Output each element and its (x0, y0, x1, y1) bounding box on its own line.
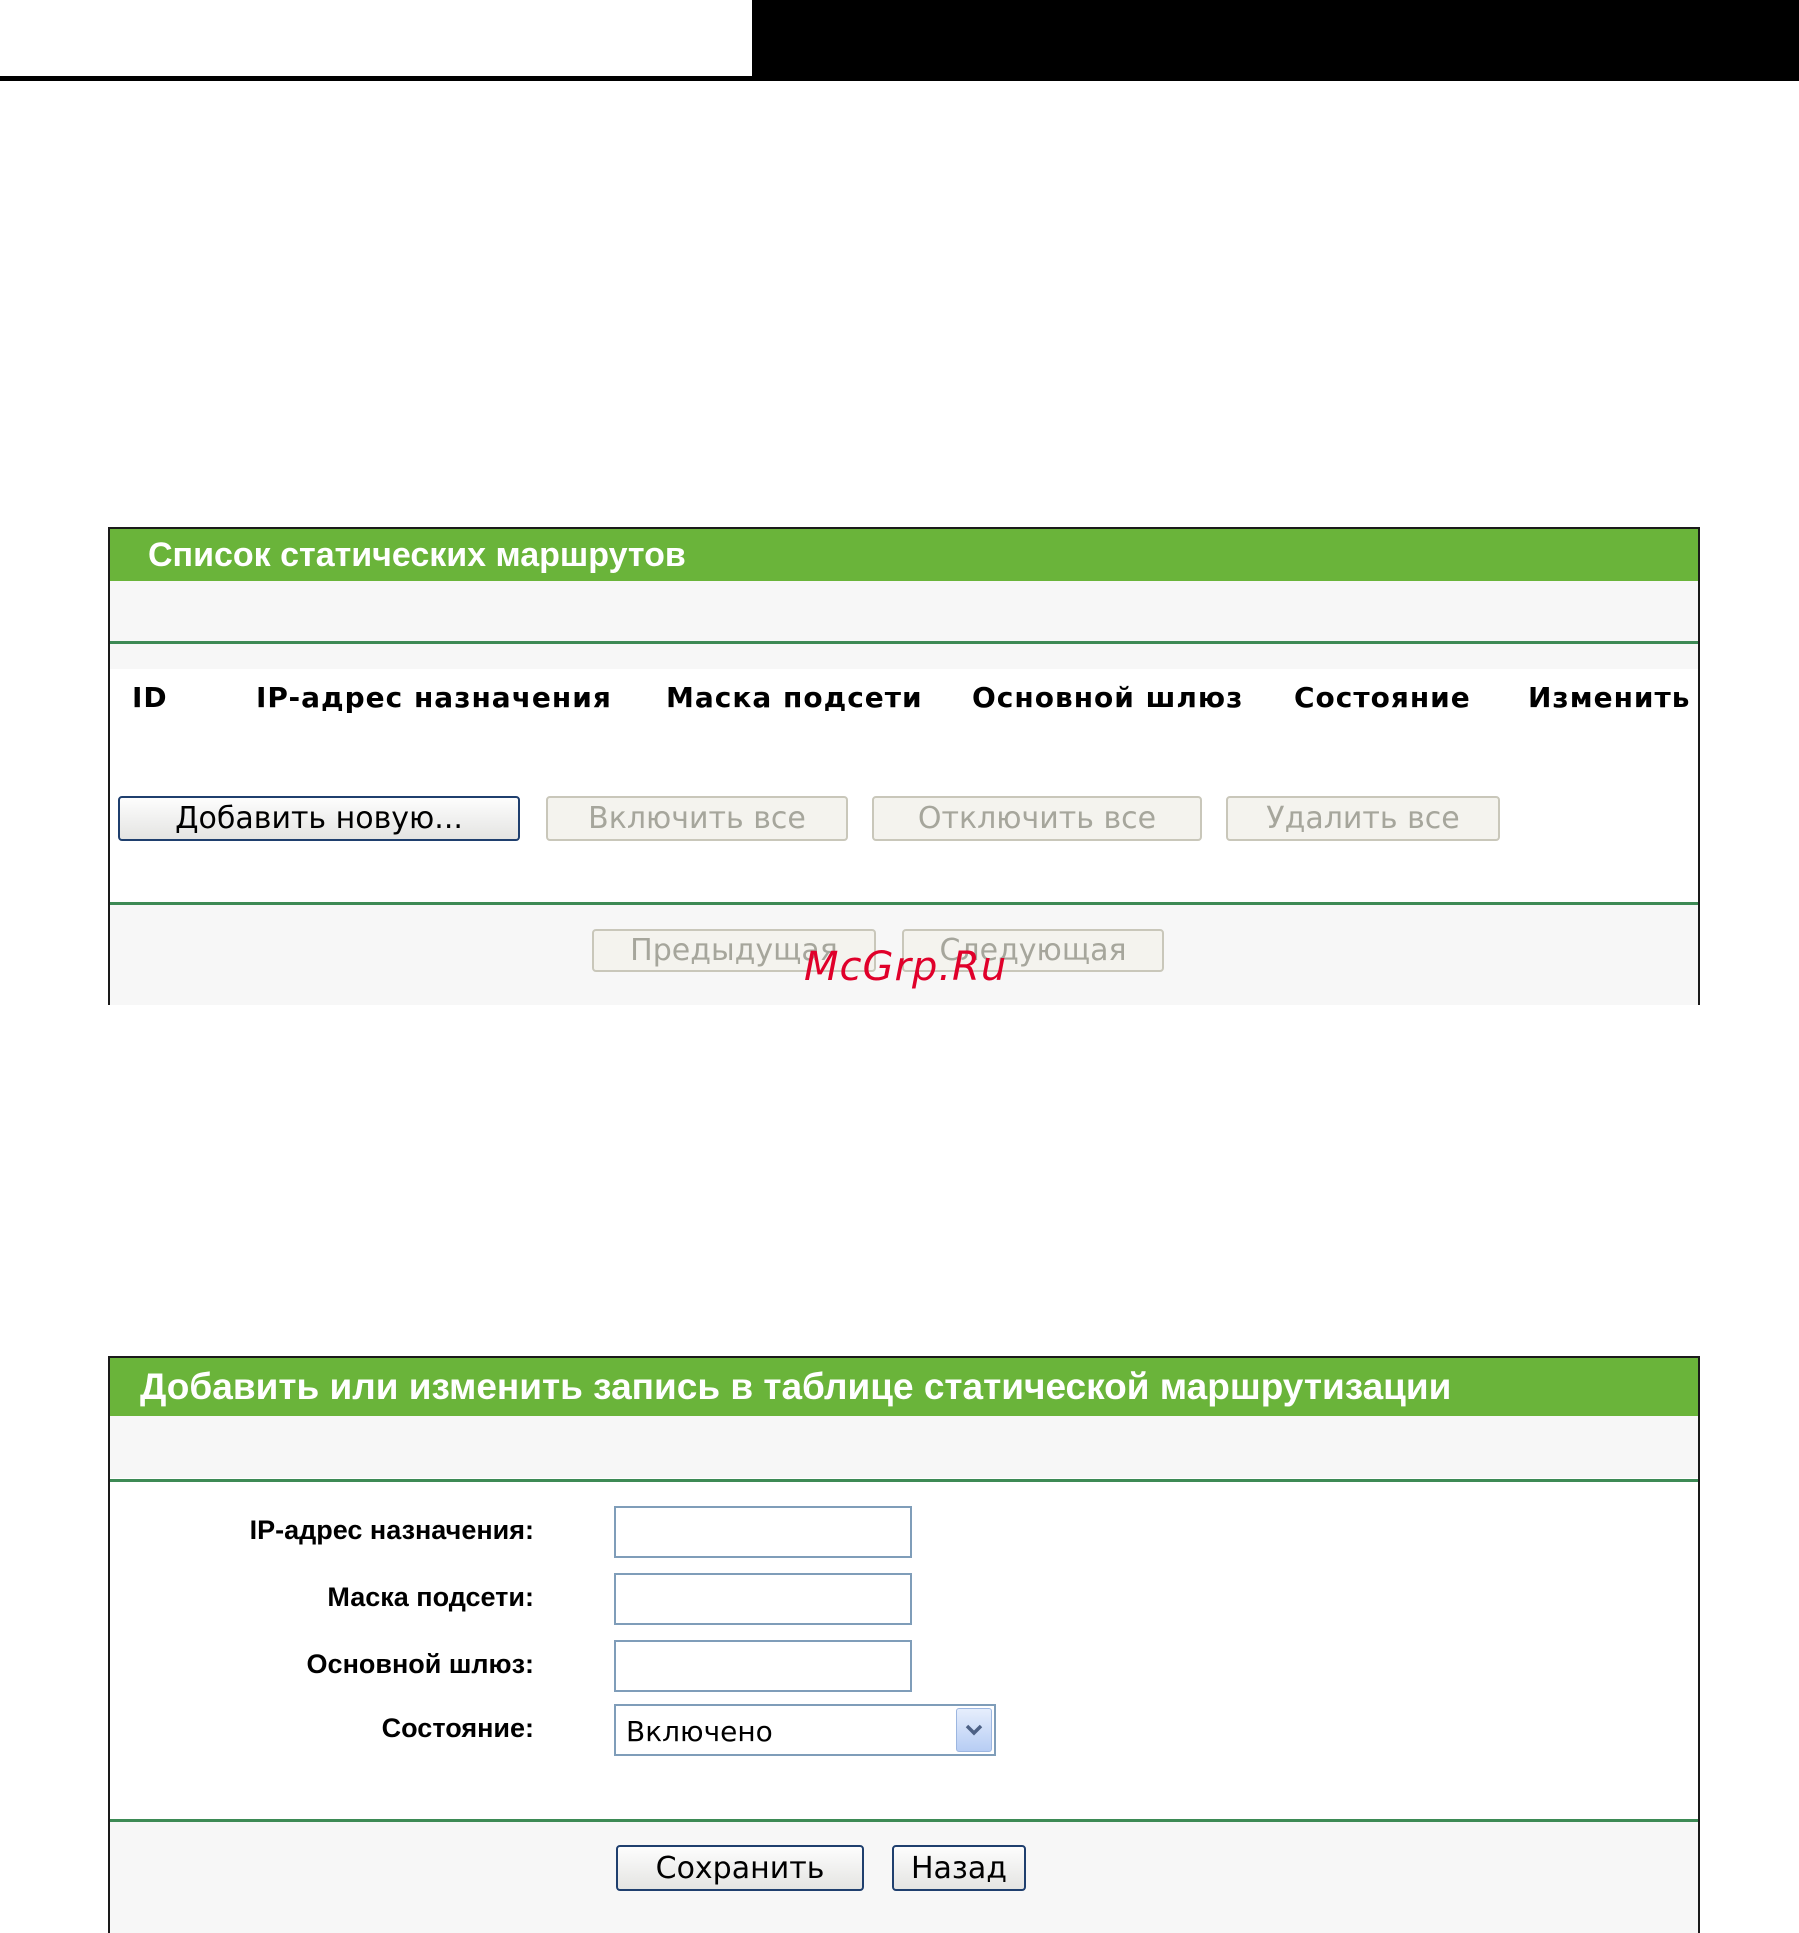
watermark: McGrp.Ru (804, 944, 1008, 990)
dest-ip-input[interactable] (614, 1506, 912, 1558)
chevron-down-icon[interactable] (956, 1708, 992, 1752)
panel-spacer (110, 581, 1698, 669)
add-new-button[interactable]: Добавить новую... (118, 796, 520, 841)
enable-all-button[interactable]: Включить все (546, 796, 848, 841)
panel-title: Список статических маршрутов (110, 529, 1698, 581)
subnet-mask-input[interactable] (614, 1573, 912, 1625)
column-header-status: Состояние (1294, 681, 1471, 714)
previous-page-button[interactable]: Предыдущая (592, 929, 876, 972)
divider (110, 1479, 1698, 1482)
column-header-gateway: Основной шлюз (972, 681, 1244, 714)
back-button[interactable]: Назад (892, 1845, 1026, 1891)
status-label: Состояние: (381, 1713, 534, 1743)
column-header-subnet-mask: Маска подсети (666, 681, 923, 714)
status-select[interactable] (614, 1704, 996, 1756)
panel-title: Добавить или изменить запись в таблице статической маршрутизации (110, 1358, 1698, 1416)
page-header-rule (0, 76, 1799, 81)
delete-all-button[interactable]: Удалить все (1226, 796, 1500, 841)
dest-ip-label: IP-адрес назначения: (249, 1515, 534, 1545)
subnet-mask-label: Маска подсети: (327, 1582, 534, 1612)
gateway-input[interactable] (614, 1640, 912, 1692)
panel-spacer (110, 1416, 1698, 1478)
status-select-value: Включено (626, 1715, 773, 1748)
static-route-form-panel (108, 1356, 1700, 1933)
column-header-dest-ip: IP-адрес назначения (256, 681, 612, 714)
static-route-list-panel (108, 527, 1700, 1005)
page-header-bar (752, 0, 1799, 76)
disable-all-button[interactable]: Отключить все (872, 796, 1202, 841)
next-page-button[interactable]: Следующая (902, 929, 1164, 972)
gateway-label: Основной шлюз: (306, 1649, 534, 1679)
divider (110, 641, 1698, 644)
column-header-id: ID (132, 681, 168, 714)
column-header-edit: Изменить (1528, 681, 1691, 714)
save-button[interactable]: Сохранить (616, 1845, 864, 1891)
